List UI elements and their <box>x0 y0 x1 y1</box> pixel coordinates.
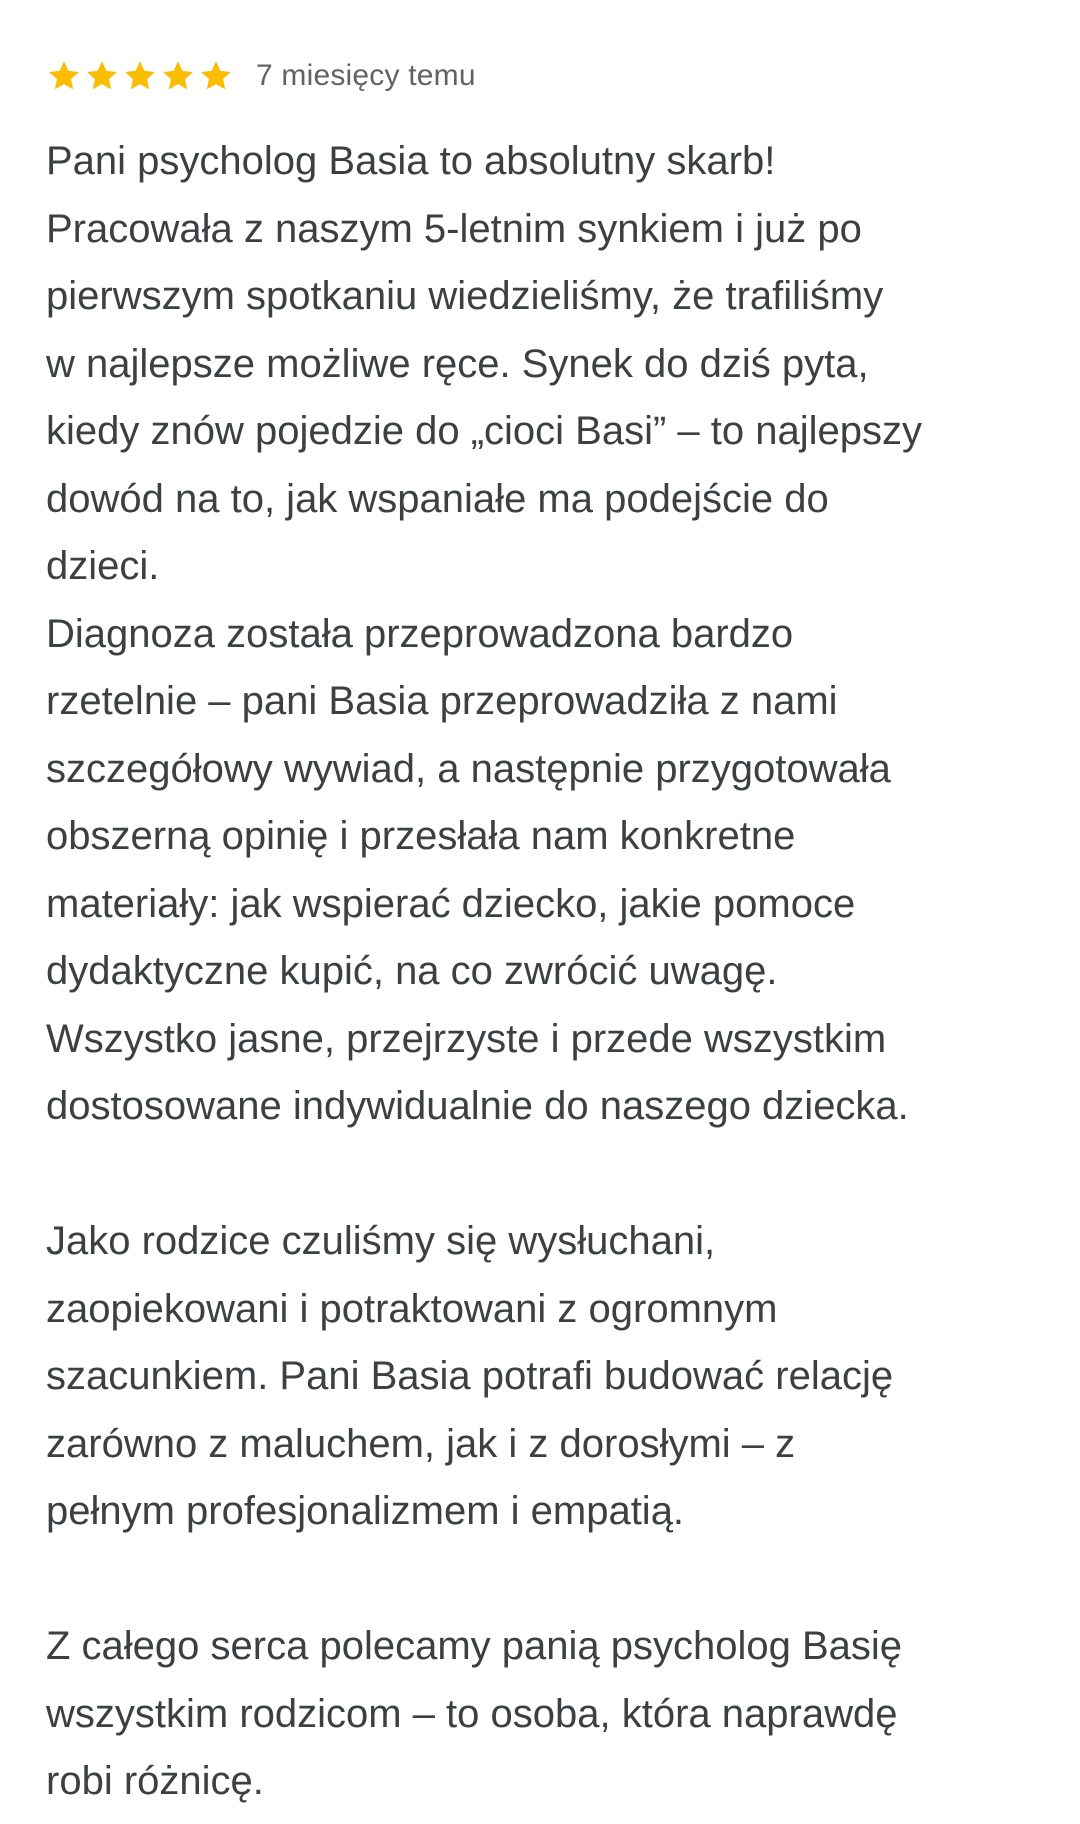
review-line: Z całego serca polecamy panią psycholog Basię <box>46 1624 903 1668</box>
review-paragraph <box>46 1208 1046 1546</box>
review-line: dydaktyczne kupić, na co zwrócić uwagę. <box>46 949 778 993</box>
review-line: Pani psycholog Basia to absolutny skarb! <box>46 139 776 183</box>
paragraph-gap <box>46 1546 1046 1614</box>
review-date: 7 miesięcy temu <box>256 59 476 92</box>
star-icon <box>84 58 120 94</box>
review-line: szczegółowy wywiad, a następnie przygotowała <box>46 746 891 791</box>
review-paragraph <box>46 128 1046 1141</box>
review-line: pierwszym spotkaniu wiedzieliśmy, że trafiliśmy <box>46 274 884 318</box>
review-paragraph <box>46 1613 1046 1816</box>
review-line: obszerną opinię i przesłała nam konkretne <box>46 814 796 858</box>
review-line: wszystkim rodzicom – to osoba, która naprawdę <box>46 1691 898 1736</box>
review-line: Jako rodzice czuliśmy się wysłuchani, <box>46 1219 716 1263</box>
review-line: rzetelnie – pani Basia przeprowadziła z nami <box>46 679 838 723</box>
review-line: dzieci. <box>46 544 160 588</box>
review-line: dostosowane indywidualnie do naszego dziecka. <box>46 1084 909 1128</box>
star-icon <box>160 58 196 94</box>
star-rating <box>46 58 234 94</box>
review-line: Diagnoza została przeprowadzona bardzo <box>46 611 794 656</box>
review-line: kiedy znów pojedzie do „cioci Basi” – to najlepszy <box>46 409 922 453</box>
review-header <box>46 48 1046 104</box>
review-line: robi różnicę. <box>46 1759 264 1803</box>
paragraph-gap <box>46 1141 1046 1209</box>
star-icon <box>198 58 234 94</box>
review-line: w najlepsze możliwe ręce. Synek do dziś pyta, <box>46 341 869 386</box>
review-card <box>46 48 1046 1816</box>
review-line: pełnym profesjonalizmem i empatią. <box>46 1489 685 1533</box>
review-line: zarówno z maluchem, jak i z dorosłymi – z <box>46 1421 796 1466</box>
review-line: Wszystko jasne, przejrzyste i przede wszystkim <box>46 1016 887 1061</box>
review-line: Pracowała z naszym 5-letnim synkiem i już po <box>46 206 862 251</box>
review-line: dowód na to, jak wspaniałe ma podejście do <box>46 476 829 521</box>
star-icon <box>122 58 158 94</box>
review-line: materiały: jak wspierać dziecko, jakie pomoce <box>46 881 856 926</box>
review-line: zaopiekowani i potraktowani z ogromnym <box>46 1286 778 1331</box>
review-line: szacunkiem. Pani Basia potrafi budować relację <box>46 1354 894 1398</box>
review-text <box>46 128 1046 1816</box>
star-icon <box>46 58 82 94</box>
